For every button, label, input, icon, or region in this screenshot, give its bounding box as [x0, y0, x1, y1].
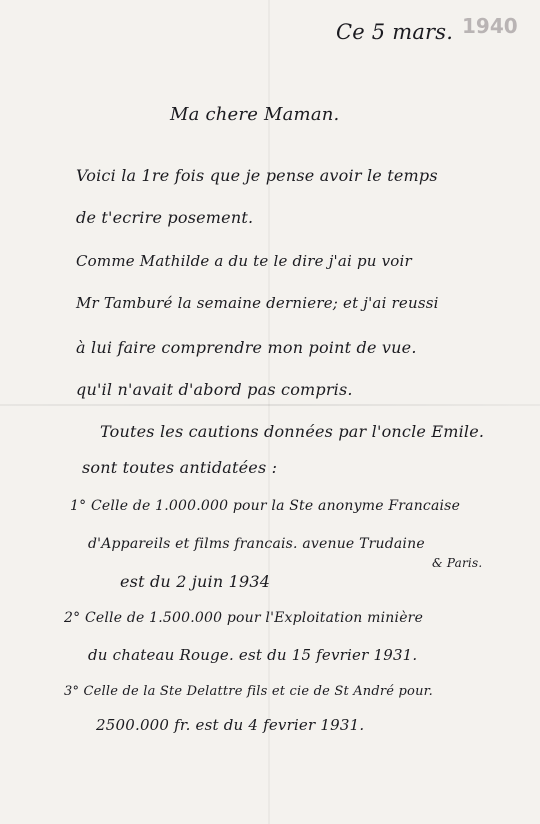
- letter-line: Voici la 1re fois que je pense avoir le temps: [76, 166, 438, 185]
- letter-line: & Paris.: [432, 556, 483, 570]
- letter-line: qu'il n'avait d'abord pas compris.: [76, 380, 353, 399]
- letter-line: 3° Celle de la Ste Delattre fils et cie de St André pour.: [64, 684, 433, 699]
- letter-line: de t'ecrire posement.: [76, 208, 254, 227]
- letter-date: Ce 5 mars.: [336, 20, 454, 44]
- letter-line: Mr Tamburé la semaine derniere; et j'ai reussi: [76, 294, 439, 312]
- letter-line: est du 2 juin 1934: [120, 572, 271, 591]
- letter-line: à lui faire comprendre mon point de vue.: [76, 338, 417, 357]
- letter-line: 2° Celle de 1.500.000 pour l'Exploitation minière: [64, 610, 424, 626]
- paper-fold-horizontal: [0, 404, 540, 406]
- letter-line: 1° Celle de 1.000.000 pour la Ste anonyme Francaise: [70, 498, 461, 514]
- letter-line: Toutes les cautions données par l'oncle Emile.: [100, 422, 485, 441]
- letter-salutation: Ma chere Maman.: [170, 104, 340, 125]
- letter-line: sont toutes antidatées :: [82, 458, 278, 477]
- letter-line: d'Appareils et films francais. avenue Trudaine: [88, 536, 425, 552]
- pencil-year-note: 1940: [462, 14, 518, 38]
- letter-line: 2500.000 fr. est du 4 fevrier 1931.: [96, 716, 365, 734]
- letter-line: Comme Mathilde a du te le dire j'ai pu voir: [76, 252, 412, 270]
- letter-line: du chateau Rouge. est du 15 fevrier 1931.: [88, 646, 418, 664]
